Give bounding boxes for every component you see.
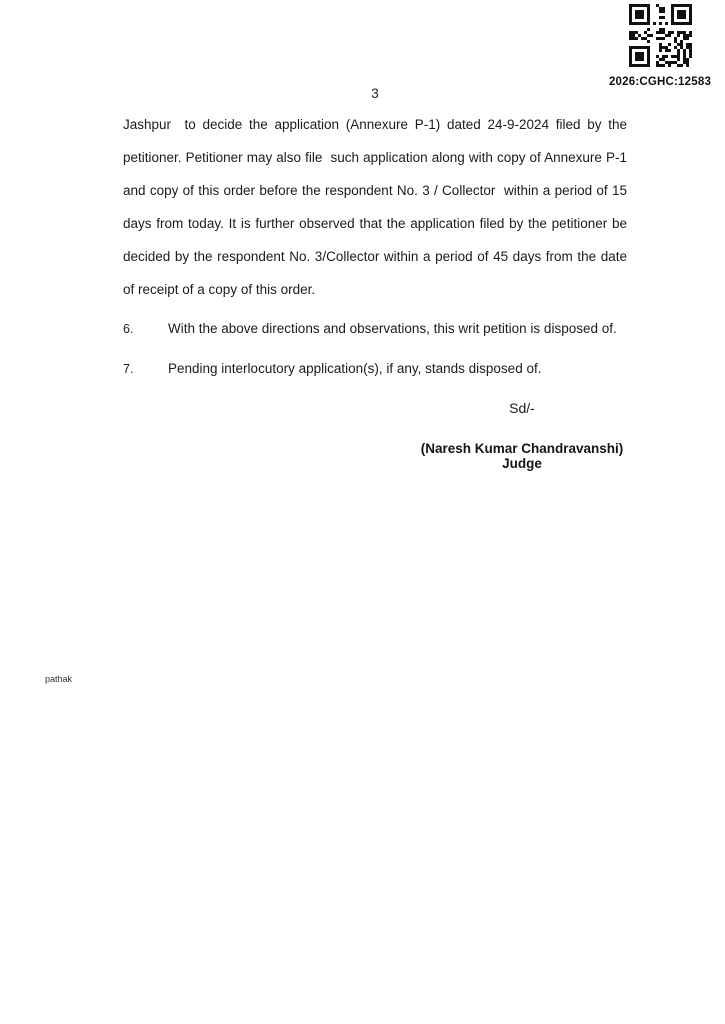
paragraph-7	[123, 352, 627, 386]
sd-line: Sd/-	[509, 400, 535, 416]
continuation-paragraph: Jashpur to decide the application (Annexure P-1) dated 24-9-2024 filed by the petitioner. Petitioner may also file such application along with copy of Annexure P-1 and copy of this order before the respondent No. 3 / Collector within a period of 15 days from today. It is further observed that the application filed by the petitioner be decided by the respondent No. 3/Collector within a period of 45 days from the date of receipt of a copy of this order.	[123, 117, 631, 297]
typist-note: pathak	[45, 674, 73, 684]
qr-block	[608, 4, 712, 88]
paragraph-6-text: With the above directions and observations, this writ petition is disposed of.	[168, 321, 617, 336]
paragraph-7-number: 7.	[123, 362, 134, 376]
paragraph-7-text: Pending interlocutory application(s), if any, stands disposed of.	[168, 361, 542, 376]
qr-code-icon	[629, 4, 692, 67]
signature-block	[417, 400, 627, 471]
paragraph-6	[123, 312, 627, 346]
judge-title: Judge	[502, 456, 542, 471]
case-number: 2026:CGHC:12583	[608, 76, 712, 88]
paragraph-6-number: 6.	[123, 322, 134, 336]
text-column	[123, 108, 631, 471]
judge-name: (Naresh Kumar Chandravanshi)	[420, 441, 624, 456]
page-number: 3	[371, 86, 379, 101]
